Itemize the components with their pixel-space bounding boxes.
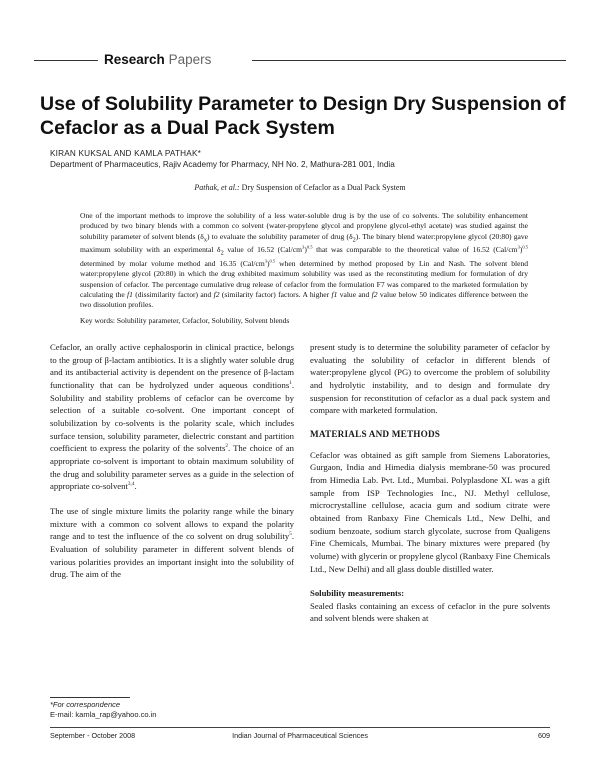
header-rule-right	[252, 60, 566, 61]
abstract-superscript: 0.5	[269, 258, 276, 264]
abstract-text: )	[519, 245, 523, 255]
left-column	[50, 341, 294, 581]
reference-marker: 5	[289, 531, 292, 538]
intro-paragraph-continued: present study is to determine the solubility parameter of cefaclor by evaluating the solubility of cefaclor in different blends of water:propylene glycol (PG) to overcome the problem of solubility and hydrolytic instability, and to design and formulate dry suspension for reconstitution of cefaclor as a dual pack system and compare with marketed formulation.	[310, 342, 550, 416]
solubility-paragraph: Sealed flasks containing an excess of cefaclor in the pure solvents and solvent blends were shaken at	[310, 600, 550, 624]
reference-marker: 3,4	[127, 481, 135, 488]
section-header	[34, 50, 566, 70]
article-title: Use of Solubility Parameter to Design Dry Suspension of Cefaclor as a Dual Pack System	[40, 93, 566, 139]
abstract-text: )	[304, 245, 307, 255]
section-label-light: Papers	[168, 52, 212, 67]
abstract-text: value and	[337, 290, 372, 300]
correspondence-footnote	[50, 700, 156, 720]
article-authors: KIRAN KUKSAL AND KAMLA PATHAK*	[50, 149, 201, 158]
abstract-text: (dissimilarity factor) and	[132, 290, 214, 300]
abstract-text: determined by molar volume method and 16.35 (Cal/cm	[80, 259, 265, 269]
section-label	[104, 50, 211, 70]
abstract-italic: f1	[331, 290, 338, 300]
abstract-italic: f2	[371, 290, 378, 300]
abstract-text: when determined by method proposed by Lin and Nash. The solvent blend water:propylene glycol (20:80) in which the drug exhibited maximum solubility was used as the reconstituting medium for formulation of dry suspension of cefaclor. The percentage cumulative drug release of cefaclor from the formulation F7 was compared to the marketed formulation by calculating the	[80, 259, 528, 300]
abstract-text: ) to evaluate the solubility parameter of drug (δ	[206, 231, 353, 241]
paragraph-text: .	[134, 481, 137, 492]
intro-paragraph	[50, 341, 294, 493]
reference-marker: 1	[289, 380, 292, 387]
abstract-superscript: 3	[302, 244, 305, 250]
abstract-italic: f1	[127, 290, 133, 300]
abstract	[80, 211, 528, 311]
abstract-superscript: 3	[264, 258, 267, 264]
correspondence-label: *For correspondence	[50, 700, 121, 709]
abstract-superscript: 3	[517, 244, 520, 250]
right-column	[310, 341, 550, 625]
footer-journal: Indian Journal of Pharmaceutical Sciences	[232, 731, 368, 740]
running-title-authors: Pathak, et al.:	[194, 183, 240, 192]
footer-rule	[50, 727, 550, 728]
header-rule-left	[34, 60, 98, 61]
abstract-text: )	[266, 259, 270, 269]
paragraph-text: . Solubility and stability problems of cefaclor can be overcome by selection of a suitable co-solvent. One important concept of solubilization by co-solvents is the polarity scale, which includes surface tension, solubility parameter, dielectric constant and partition coefficient to express the polarity of the solvents	[50, 379, 294, 454]
paragraph-text: Cefaclor, an orally active cephalosporin in clinical practice, belongs to the group of β-lactam antibiotics. It is a slightly water soluble drug and its antibacterial activity is dependent on the presence of β-lactam functionality that can be hydrolyzed under aqueous conditions	[50, 342, 294, 390]
abstract-text: (similarity factor) factors. A higher	[219, 290, 332, 300]
footer-date: September - October 2008	[50, 731, 136, 740]
section-label-bold: Research	[104, 52, 165, 67]
abstract-text: value below 50 indicates difference between the two dissolution profiles.	[80, 290, 528, 310]
running-title-text: Dry Suspension of Cefaclor as a Dual Pack System	[241, 183, 406, 192]
abstract-text: One of the important methods to improve the solubility of a less water-soluble drug is by the use of co solvents. The solubility enhancement produced by two binary blends with a common co solvent (water-propylene glycol and propylene glycol-ethyl acetate) was studied against the solubility parameter of solvent blends (δ	[80, 211, 528, 241]
paragraph-text: . Evaluation of solubility parameter in different solvent blends of various polarities provides an important insight into the solubility of drug. The aim of the	[50, 531, 294, 580]
abstract-text: ). The binary blend water:propylene glycol (20:80) gave maximum solubility with an experimental δ	[80, 231, 528, 255]
abstract-subscript: 2	[352, 236, 356, 244]
paragraph-text: The use of single mixture limits the polarity range while the binary mixture with a common co solvent allows to expand the polarity range and to test the influence of the co solvent on drug solubility	[50, 505, 294, 542]
footnote-rule	[50, 697, 130, 698]
abstract-subscript: x	[203, 236, 207, 244]
abstract-superscript: 0.5	[306, 244, 313, 250]
intro-paragraph	[50, 505, 294, 581]
running-title	[0, 183, 600, 192]
abstract-subscript: 2	[220, 249, 224, 257]
materials-paragraph: Cefaclor was obtained as gift sample from Siemens Laboratories, Gurgaon, India and Himedia dialysis membrane-50 was procured from Himedia Lab. Pvt. Ltd., Mumbai. Polyplasdone XL was a gift sample from ISP Technologies Inc., NJ. Methyl cellulose, microcrystalline cellulose, acacia gum and sodium citrate were obtained from Ranbaxy Fine Chemicals Ltd., New Delhi, and sodium benzoate, sodium starch glycolate, sucrose from Qualigens Fine Chemicals, Mumbai. The binary mixtures were prepared (by volume) with glycerin or propylene glycol (Ranbaxy Fine Chemicals Ltd., New Delhi) and all glass double distilled water.	[310, 449, 550, 574]
keywords: Key words: Solubility parameter, Cefaclor, Solubility, Solvent blends	[80, 316, 290, 325]
abstract-superscript: 0.5	[522, 244, 528, 250]
abstract-text: that was comparable to the theoretical value of 16.52 (Cal/cm	[312, 245, 518, 255]
footer-page-number: 609	[538, 731, 550, 740]
correspondence-email: E-mail: kamla_rap@yahoo.co.in	[50, 710, 157, 719]
abstract-italic: f2	[213, 290, 220, 300]
materials-methods-heading: MATERIALS AND METHODS	[310, 428, 441, 439]
article-affiliation: Department of Pharmaceutics, Rajiv Academy for Pharmacy, NH No. 2, Mathura-281 001, India	[50, 160, 395, 169]
solubility-subheading: Solubility measurements:	[310, 588, 405, 599]
abstract-text: value of 16.52 (Cal/cm	[223, 245, 303, 255]
reference-marker: 2	[225, 443, 228, 450]
paragraph-text: . The choice of an appropriate co-solvent is important to obtain maximum solubility of the drug and solubility parameter serves as a guide in the selection of appropriate co-solvent	[50, 443, 294, 492]
